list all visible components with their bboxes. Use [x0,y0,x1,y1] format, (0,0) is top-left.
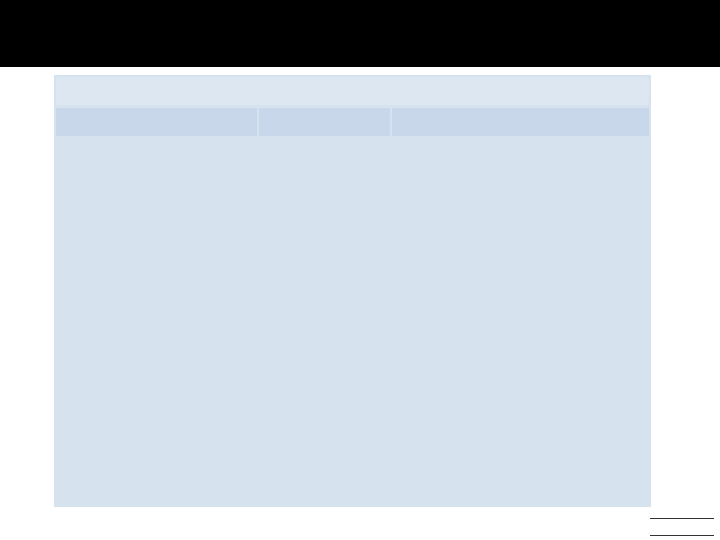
header-expression [56,108,257,136]
title-bar [0,0,720,67]
boolean-operators-table [54,75,651,507]
table-header-row [56,108,649,136]
header-value [259,108,390,136]
table-caption [56,77,649,105]
header-comment [392,108,649,136]
brainmatics-logo [650,518,714,536]
